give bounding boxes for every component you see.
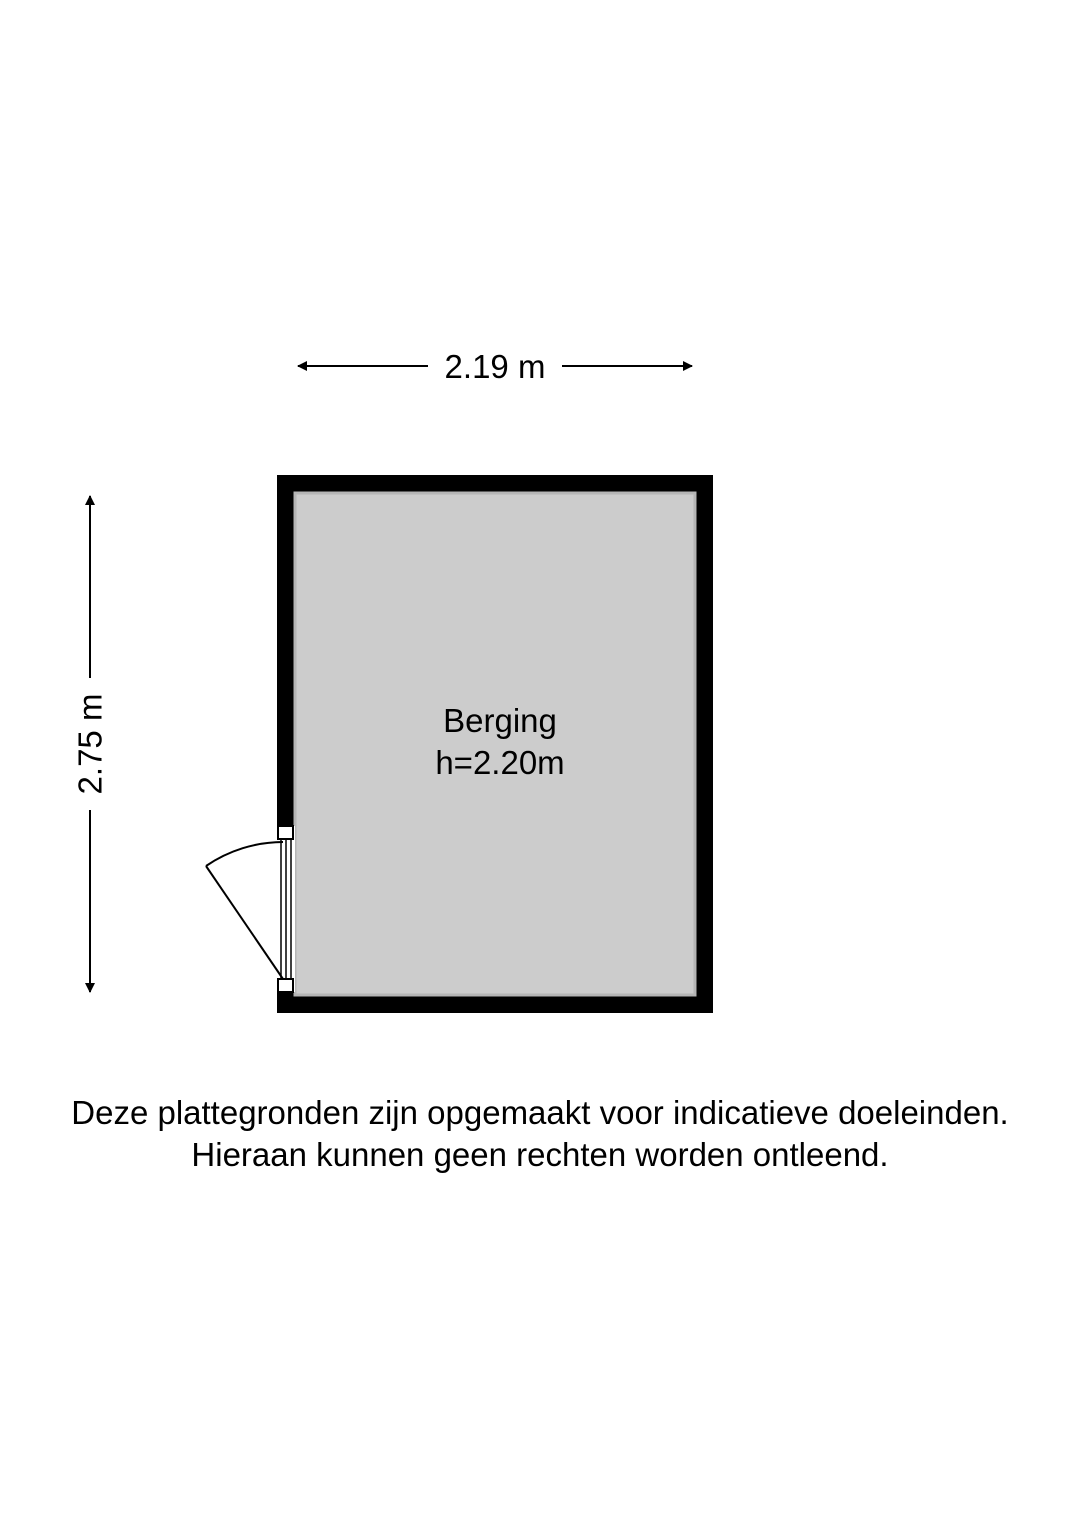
disclaimer — [0, 1092, 1080, 1176]
disclaimer-line-2: Hieraan kunnen geen rechten worden ontleend. — [191, 1136, 889, 1173]
door-jamb-top — [278, 826, 293, 839]
door-leaf — [206, 866, 283, 979]
width-dimension — [298, 348, 692, 385]
door-jamb-bottom — [278, 979, 293, 992]
room-ceiling-height: h=2.20m — [435, 744, 565, 781]
height-dimension-label: 2.75 m — [71, 693, 109, 795]
room-berging — [206, 475, 713, 1013]
height-dimension — [72, 496, 109, 992]
width-dimension-label: 2.19 m — [444, 348, 546, 385]
disclaimer-line-1: Deze plattegronden zijn opgemaakt voor indicatieve doeleinden. — [71, 1094, 1009, 1131]
door-swing-arc — [206, 842, 283, 866]
room-name: Berging — [443, 702, 557, 739]
